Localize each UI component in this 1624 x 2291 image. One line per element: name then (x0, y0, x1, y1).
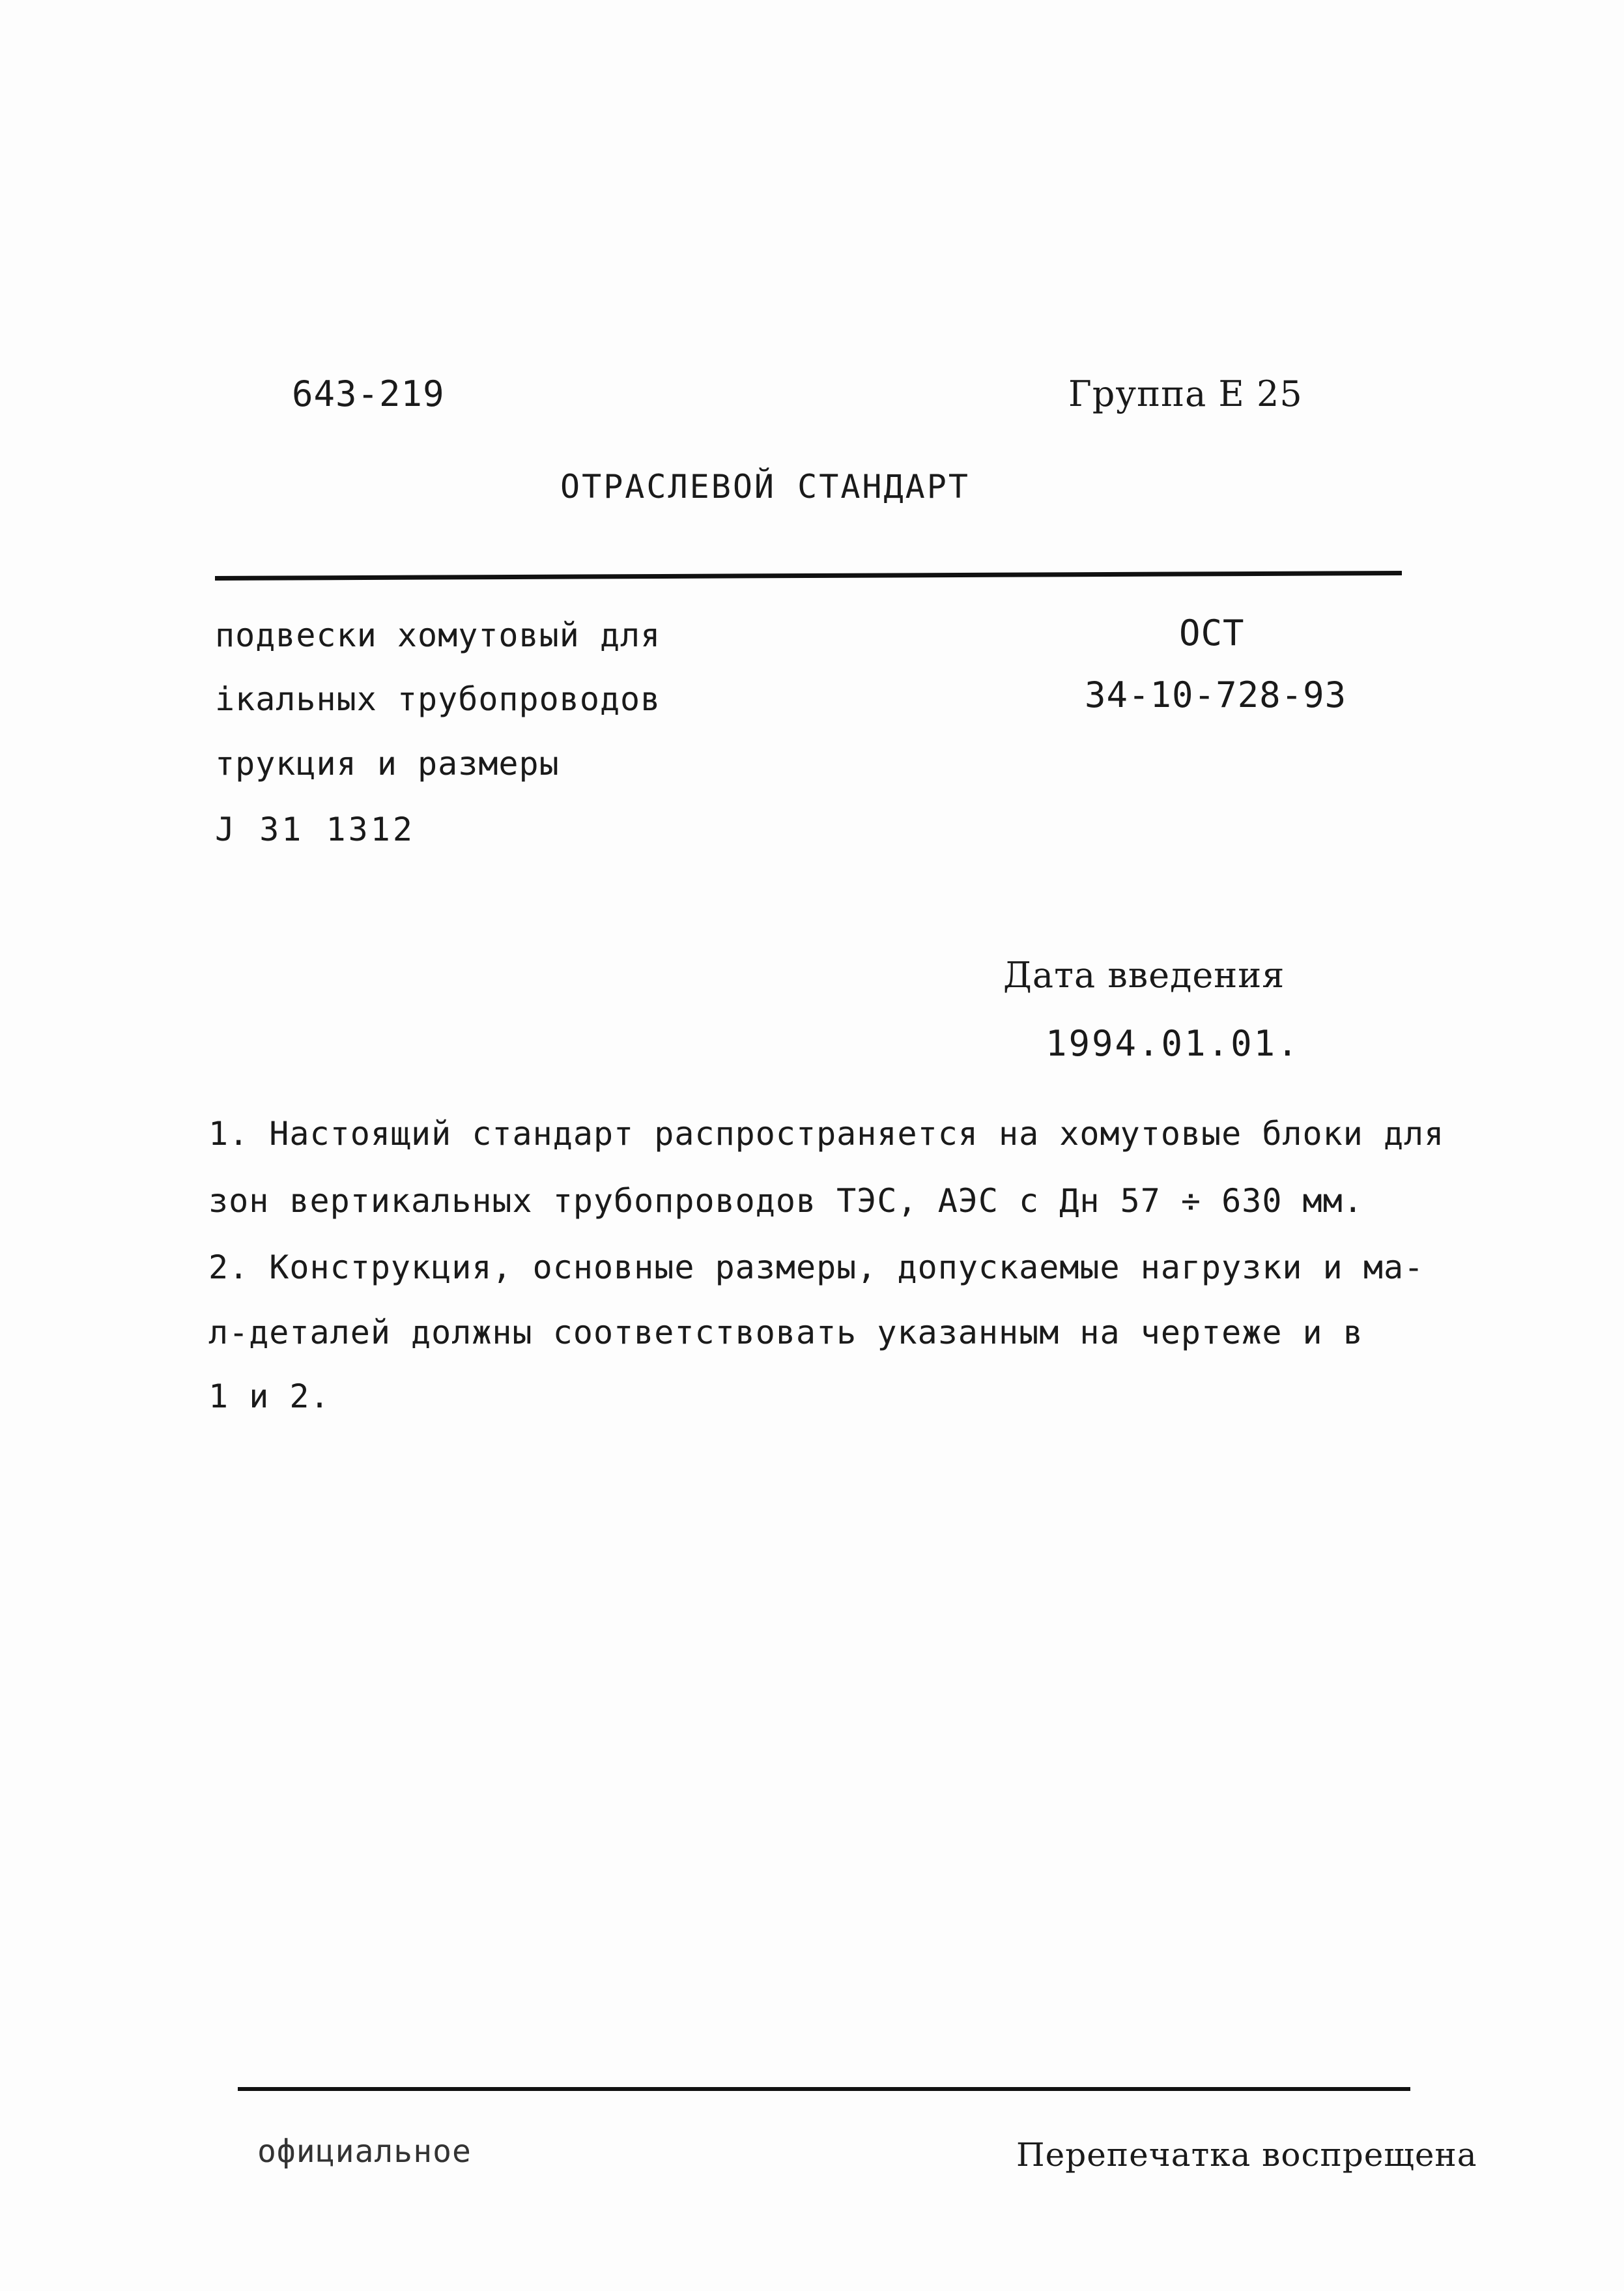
group-label: Группа Е 25 (1068, 373, 1303, 414)
body-line-4: л-деталей должны соответствовать указанным на чертеже и в (208, 1314, 1363, 1351)
doc-code: 643-219 (292, 373, 445, 414)
body-line-2: зон вертикальных трубопроводов ТЭС, АЭС с Дн 57 ÷ 630 мм. (208, 1182, 1363, 1220)
body-line-3: 2. Конструкция, основные размеры, допускаемые нагрузки и ма- (208, 1248, 1425, 1286)
intro-date-label: Дата введения (1003, 955, 1285, 996)
ost-number: 34-10-728-93 (1085, 674, 1347, 715)
designation-line-4: Ј 31 1312 (215, 811, 415, 848)
title-rule (215, 571, 1402, 581)
footer-official: официальное (257, 2133, 472, 2170)
designation-line-3: трукция и размеры (215, 745, 560, 783)
footer-rule (238, 2087, 1410, 2091)
document-title: ОТРАСЛЕВОЙ СТАНДАРТ (560, 468, 970, 506)
body-line-5: 1 и 2. (208, 1377, 330, 1415)
intro-date-value: 1994.01.01. (1046, 1023, 1300, 1064)
body-line-1: 1. Настоящий стандарт распространяется на хомутовые блоки для (208, 1115, 1445, 1153)
designation-line-1: подвески хомутовый для (215, 616, 661, 654)
designation-line-2: ікальных трубопроводов (215, 680, 661, 718)
footer-reprint-notice: Перепечатка воспрещена (1016, 2136, 1477, 2174)
ost-label: ОСТ (1179, 612, 1245, 654)
